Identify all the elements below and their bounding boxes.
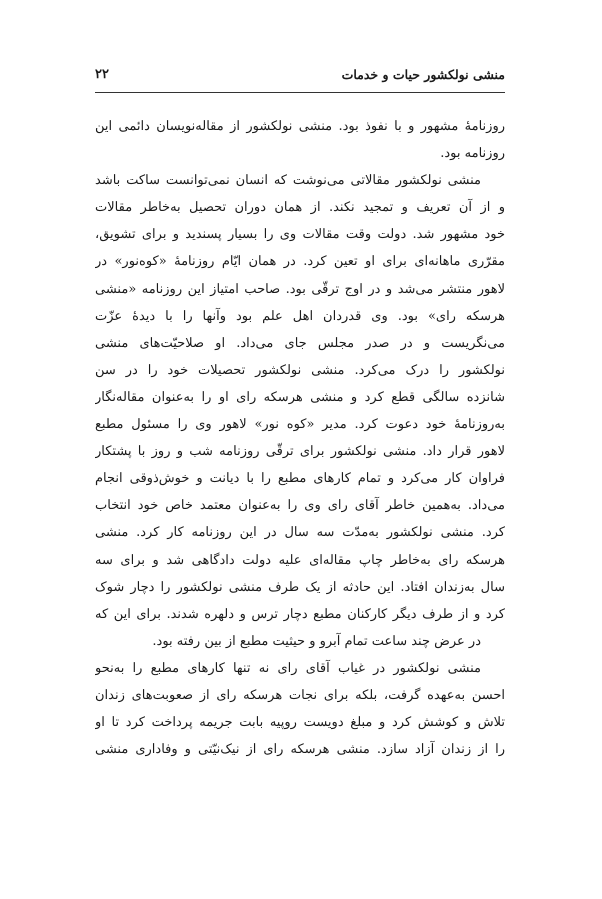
text-line: منشی نولکشور در غیاب آقای رای نه تنها کارهای مطبع را به‌نحو: [95, 660, 481, 676]
page-number: ۲۲: [95, 67, 109, 82]
text-line: خود مشهور شد. دولت وقت مقالات وی را بسیار پسندید و برای تشویق،: [95, 227, 505, 243]
text-line: نولکشور را درک می‌کرد. منشی نولکشور تحصیلات خود را در سن: [95, 362, 505, 378]
text-line: روزنامهٔ مشهور و با نفوذ بود. منشی نولکشور از مقاله‌نویسان دائمی این: [95, 119, 505, 134]
text-line: لاهور قرار داد. منشی نولکشور برای ترقّی روزنامه شب و روز با پشتکار: [95, 444, 505, 460]
header-rule: [95, 92, 505, 93]
text-line: به‌روزنامهٔ خود دعوت کرد. مدیر «کوه نور» لاهور وی را مسئول مطبع: [95, 417, 505, 433]
body-text: [95, 113, 505, 763]
text-line: مقرّری ماهانه‌ای برای او تعین کرد. در همان ایّام روزنامهٔ «کوه‌نور» در: [95, 254, 505, 270]
text-line: روزنامه بود.: [440, 146, 505, 162]
text-line: را از زندان آزاد سازد. منشی هرسکه رای از نیک‌نیّتی و وفاداری منشی: [95, 742, 505, 758]
text-line: شانزده سالگی قطع کرد و منشی هرسکه رای او را به‌عنوان مقاله‌نگار: [95, 389, 505, 405]
text-line: هرسکه رای» بود. وی قدردان اهل علم بود وآنها را با دیدهٔ عزّت: [95, 308, 505, 324]
text-line: تلاش و کوشش کرد و مبلغ دویست روپیه بابت جریمه پرداخت کرد تا او: [95, 715, 505, 731]
text-line: لاهور منتشر می‌شد و در اوج ترقّی بود. صاحب امتیاز این روزنامه «منشی: [95, 281, 505, 297]
text-line: می‌داد. به‌همین خاطر آقای رای وی را به‌عنوان معتمد خاص خود انتخاب: [95, 498, 505, 514]
text-line: منشی نولکشور مقالاتی می‌نوشت که انسان نمی‌توانست ساکت باشد: [95, 173, 481, 189]
text-line: فراوان کار می‌کرد و تمام کارهای مطبع را با دیانت و خوش‌ذوقی انجام: [95, 471, 505, 487]
page-header: [95, 64, 505, 86]
text-line: در عرض چند ساعت تمام آبرو و حیثیت مطبع از بین رفته بود.: [152, 633, 481, 649]
text-line: کرد و از طرف دیگر کارکنان مطبع دچار ترس و دلهره شدند. برای این که: [95, 606, 505, 622]
text-line: احسن به‌عهده گرفت، بلکه برای نجات هرسکه رای از صعوبت‌های زندان: [95, 687, 505, 703]
text-line: سال به‌زندان افتاد. این حادثه از یک طرف منشی نولکشور را دچار شوک: [95, 579, 505, 595]
text-line: می‌نگریست و در صدر مجلس جای می‌داد. او صلاحیّت‌های منشی: [95, 335, 505, 351]
running-title: منشی نولکشور حیات و خدمات: [341, 67, 505, 82]
text-line: و از آن تعریف و تمجید نکند. از همان دوران تحصیل به‌خاطر مقالات: [95, 200, 505, 216]
text-line: کرد. منشی نولکشور به‌مدّت سه سال در این روزنامه کار کرد. منشی: [95, 525, 505, 541]
text-line: هرسکه رای به‌خاطر چاپ مقاله‌ای علیه دولت دادگاهی شد و برای سه: [95, 552, 505, 568]
